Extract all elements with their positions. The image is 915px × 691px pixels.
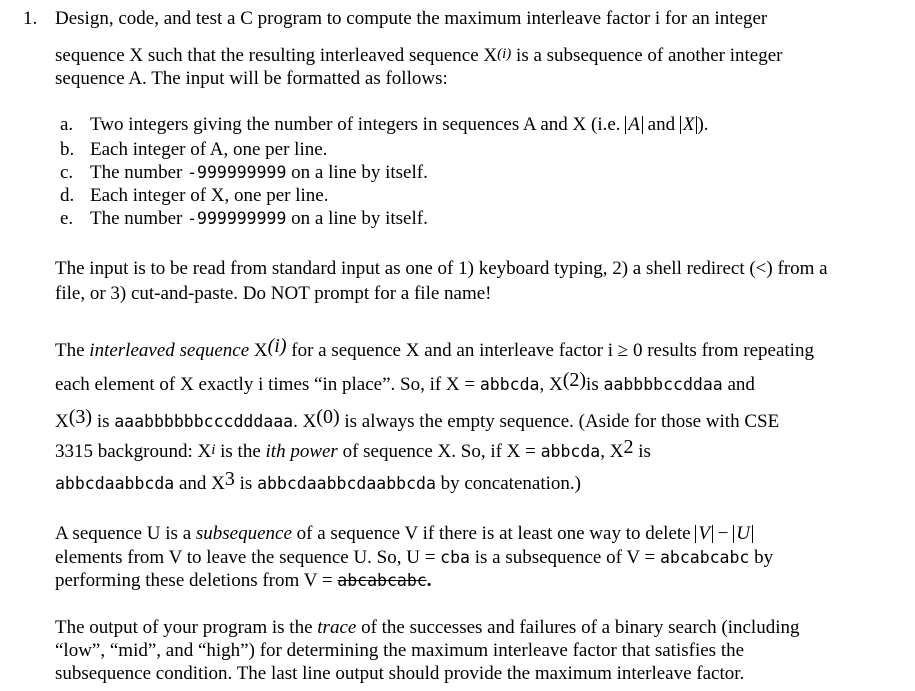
text: is always the empty sequence. (Aside for those with CSE	[339, 411, 780, 432]
text: .	[426, 570, 432, 591]
superscript: (2)	[562, 369, 587, 391]
text: by	[749, 547, 774, 568]
list-text: on a line by itself.	[286, 208, 428, 229]
list-text: Each integer of X, one per line.	[90, 185, 329, 206]
text: for a sequence X and an interleave factor i ≥ 0 results from repeating	[286, 340, 814, 361]
text: each element of X exactly i times “in place”. So, if X =	[55, 374, 480, 395]
text: performing these deletions from V =	[55, 570, 338, 591]
text: is	[633, 441, 651, 462]
superscript: 3	[224, 468, 235, 490]
text: of a sequence V if there is at least one way to delete	[291, 523, 696, 544]
sentinel-code: -999999999	[187, 209, 287, 228]
code: abcabcabc	[659, 548, 750, 567]
text: by concatenation.)	[435, 473, 581, 494]
list-label: d.	[60, 185, 75, 206]
code: abbcdaabbcdaabbcda	[257, 474, 436, 493]
abs-x: X	[680, 116, 698, 134]
text: The	[55, 340, 90, 361]
text: . X	[293, 411, 317, 432]
list-item	[60, 185, 328, 207]
interleave-line-1	[55, 335, 814, 362]
text: is	[234, 473, 258, 494]
code: abbcda	[540, 442, 601, 461]
sentinel-code: -999999999	[187, 163, 287, 182]
output-line-1	[55, 617, 799, 639]
intro-line-2-b: is a subsequence of another integer	[511, 45, 783, 66]
code: abbcda	[479, 375, 540, 394]
intro-line-2-a: sequence X such that the resulting interleaved sequence X	[55, 45, 498, 66]
list-label: a.	[60, 114, 74, 135]
code: aabbbbccddaa	[603, 375, 723, 394]
list-label: e.	[60, 208, 74, 229]
list-text: ).	[697, 114, 709, 135]
code: abbcdaabbcda	[55, 474, 175, 493]
list-text: Each integer of A, one per line.	[90, 139, 328, 160]
code: aaabbbbbbcccdddaaa	[114, 412, 294, 431]
term-subsequence: subsequence	[195, 523, 292, 544]
list-text: and	[642, 114, 680, 135]
term-interleaved-sequence: interleaved sequence	[89, 340, 250, 361]
abs-v: V	[695, 525, 713, 543]
subseq-line-3	[55, 570, 431, 592]
list-label: c.	[60, 162, 74, 183]
struck-code: abcabcabc	[337, 571, 427, 590]
text: and	[722, 374, 755, 395]
list-label: b.	[60, 139, 75, 160]
abs-u: U	[733, 525, 753, 543]
list-item	[60, 139, 327, 161]
text: , X	[600, 441, 624, 462]
text: −	[712, 523, 734, 544]
text: The output of your program is the	[55, 617, 318, 638]
input-para-line-2: file, or 3) cut-and-paste. Do NOT prompt for a file name!	[55, 283, 492, 304]
intro-line-1: Design, code, and test a C program to compute the maximum interleave factor i for an integer	[55, 8, 768, 29]
text: 3315 background: X	[55, 441, 212, 462]
list-item	[60, 162, 428, 184]
superscript: i	[211, 442, 216, 458]
term-power: power	[290, 441, 338, 462]
item-number: 1.	[23, 8, 38, 29]
intro-line-2	[55, 45, 782, 67]
text: and X	[174, 473, 225, 494]
interleave-line-5	[55, 468, 581, 495]
text: elements from V to leave the sequence U. So, U =	[55, 547, 441, 568]
subseq-line-1	[55, 523, 753, 545]
text: X	[55, 411, 69, 432]
text: th	[270, 441, 291, 462]
abs-a: A	[625, 116, 643, 134]
code: cba	[440, 548, 470, 567]
interleave-line-4	[55, 436, 651, 463]
interleave-superscript: (i)	[497, 46, 512, 62]
subseq-line-2	[55, 547, 773, 569]
interleave-line-2	[55, 369, 755, 396]
superscript: 2	[623, 436, 634, 458]
output-line-2: “low”, “mid”, and “high”) for determining the maximum interleave factor that satisfies the	[55, 640, 745, 661]
list-text: on a line by itself.	[286, 162, 428, 183]
list-text: The number	[90, 208, 188, 229]
intro-line-3: sequence A. The input will be formatted as follows:	[55, 68, 448, 89]
text: is	[92, 411, 115, 432]
list-item	[60, 208, 428, 230]
interleave-line-3	[55, 406, 780, 433]
text: of the successes and failures of a binary search (including	[356, 617, 800, 638]
superscript: (0)	[316, 406, 340, 428]
list-text: The number	[90, 162, 188, 183]
text: is	[586, 374, 604, 395]
superscript: (3)	[68, 406, 93, 428]
text: A sequence U is a	[55, 523, 196, 544]
output-line-3: subsequence condition. The last line output should provide the maximum interleave factor.	[55, 663, 745, 684]
text: i	[265, 441, 271, 462]
superscript: (i)	[267, 335, 287, 357]
text: is the	[215, 441, 266, 462]
list-item	[60, 114, 709, 136]
text: is a subsequence of V =	[469, 547, 660, 568]
term-trace: trace	[317, 617, 357, 638]
list-text: Two integers giving the number of integers in sequences A and X (i.e.	[90, 114, 626, 135]
text: of sequence X. So, if X =	[337, 441, 541, 462]
text: X	[249, 340, 268, 361]
text: , X	[539, 374, 563, 395]
input-para-line-1: The input is to be read from standard input as one of 1) keyboard typing, 2) a shell redirect (<) from a	[55, 258, 828, 279]
